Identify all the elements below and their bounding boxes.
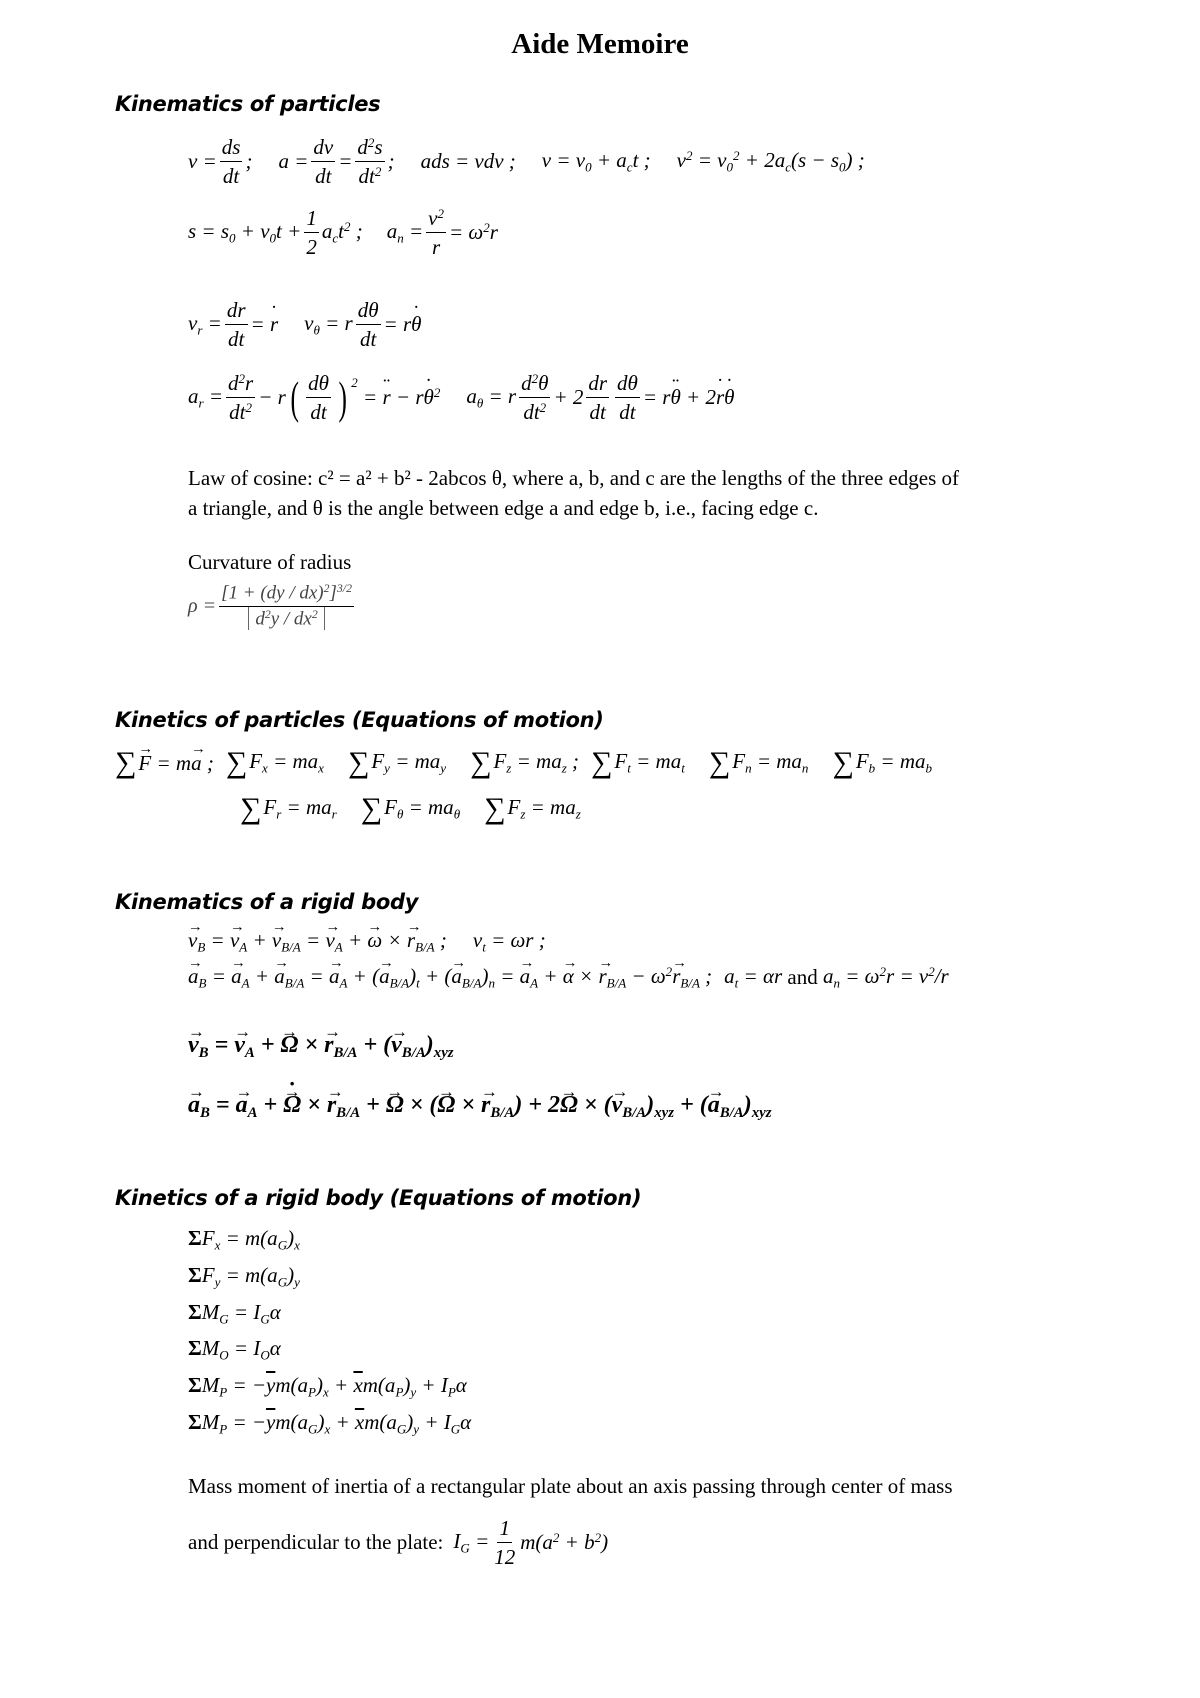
equation-rigid-kinetics-2: $\Sigma F_y = m(a_G)_y$ [188,1263,300,1290]
equation-rigid-kinetics-6: $\Sigma M_P = -\overline{y}m(a_G)_x + \overline{x}m(a_G)_y + I_G\alpha$ [188,1410,472,1437]
law-of-cosine-line-1: Law of cosine: c² = a² + b² - 2abcos θ, where a, b, and c are the lengths of the three edges of [188,466,960,490]
equation-rigid-kinetics-4: $\Sigma M_O = I_O\alpha$ [188,1336,281,1363]
section-heading-kinematics-rigid-body: Kinematics of a rigid body [115,890,419,914]
equation-rigid-kinetics-1: $\Sigma F_x = m(a_G)_x$ [188,1226,300,1253]
equation-rigid-kinetics-3: $\Sigma M_G = I_G\alpha$ [188,1300,281,1327]
equation-rigid-kinematics-2: → $a_B$ = → $a_A$ + → $a_{B/A}$ = → $a_A$ + (→ $a_{B/A})_t$ + (→ $a_{B/A})_n$ = → $a_A$ + → α × → $r_{B/A} - \omega^2\to r_{B/A}$ ; $a_t = \alpha r$ and $a_n = \omega^2r = v^2/r$ [188,964,949,992]
equation-kinematics-4: $a_r$ = $\frac{d^2r}{dt^2}$ − r ( $\frac{d\theta}{dt}$ ) 2 = ¨ r − r˙ $\theta^2$ $a_\theta = r$ $\frac{d^2\theta}{dt^2}$ + 2 $\frac{dr}{dt}$ $\frac{d\theta}{dt}$ = r¨ θ + 2˙ r˙ θ [188,372,734,423]
page-title: Aide Memoire [511,28,689,60]
curvature-label: Curvature of radius [188,550,352,574]
mass-moment-line-1: Mass moment of inertia of a rectangular plate about an axis passing through center of mass [188,1474,953,1498]
equation-kinetics-particles-1: ∑ → F = m→ a ; ∑ $F_x = ma_x$ ∑ $F_y = ma_y$ ∑ $F_z = ma_z$ ; ∑ $F_t = ma_t$ ∑ $F_n = ma_n$ ∑ $F_b = ma_b$ [115,748,932,778]
equation-kinematics-2: $s = s_0 + v_0t$ + $\frac{1}{2}$ $a_ct^2$ ; $a_n$ = $\frac{v^2}{r}$ = $\omega^2r$ [188,206,498,260]
section-heading-kinematics-particles: Kinematics of particles [115,92,381,116]
section-heading-kinetics-rigid-body: Kinetics of a rigid body (Equations of motion) [115,1186,642,1210]
equation-radius-of-curvature: ρ = $\frac{[1 + (dy / dx)^2]^{3/2}}{d^2y / dx^2}$ [188,582,352,630]
mass-moment-line-2-text: and perpendicular to the plate: [188,1530,444,1555]
equation-rigid-kinematics-1: → $v_B$ = → $v_A$ + → $v_{B/A}$ = → $v_A$ + → ω × → $r_{B/A}$ ; $v_t = \omega r$ ; [188,928,546,956]
equation-rigid-kinematics-4: → $a_B$ = → $a_A$ + → ˙ Ω × → $r_{B/A}$ + → Ω × (→ Ω × → $r_{B/A}) + 2\to \Omega$ × (→ $v_{B/A})_{xyz}$ + (→ $a_{B/A})_{xyz}$ [188,1092,772,1122]
equation-plate-inertia: $I_G$ = $\frac{1}{12}$ $m(a^2 + b^2)$ [453,1516,609,1570]
equation-kinematics-3: $v_r$ = $\frac{dr}{dt}$ = ˙ r $v_\theta = r$ $\frac{d\theta}{dt}$ = r˙ θ [188,299,421,350]
equation-kinematics-1: v = $\frac{ds}{dt}$ ; a = $\frac{dv}{dt}$ = $\frac{d^2s}{dt^2}$ ; ads = vdv ; $v = v_0 + a_ct$ ; $v^2 = v_0^2 + 2a_c(s - s_0)$ ; [188,135,865,189]
equation-rigid-kinematics-3: → $v_B$ = → $v_A$ + → Ω × → $r_{B/A}$ + (→ $v_{B/A})_{xyz}$ [188,1032,454,1062]
equation-kinetics-particles-2: ∑ $F_r = ma_r$ ∑ $F_\theta = ma_\theta$ ∑ $F_z = ma_z$ [240,792,581,825]
section-heading-kinetics-particles: Kinetics of particles (Equations of motion) [115,708,604,732]
equation-rigid-kinetics-5: $\Sigma M_P = -\overline{y}m(a_P)_x + \overline{x}m(a_P)_y + I_P\alpha$ [188,1373,467,1400]
mass-moment-line-2 [188,1517,608,1568]
law-of-cosine-line-2: a triangle, and θ is the angle between edge a and edge b, i.e., facing edge c. [188,496,819,520]
